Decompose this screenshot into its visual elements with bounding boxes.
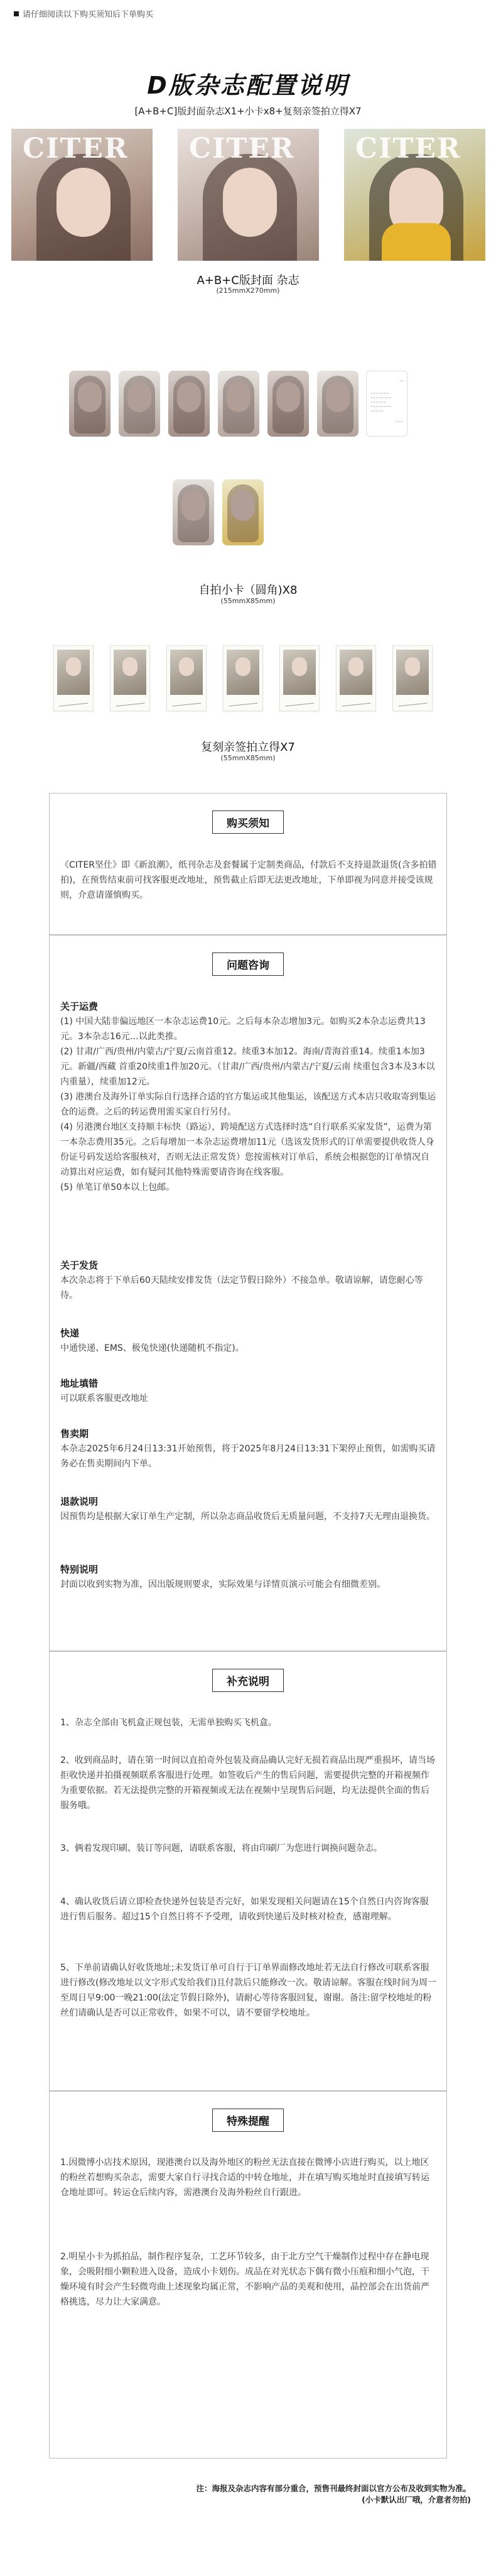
- cover-masthead: CITER: [355, 133, 461, 165]
- reminder-heading: 特殊提醒: [0, 2109, 496, 2132]
- polaroid: [110, 645, 150, 711]
- polaroid: [336, 645, 376, 711]
- photocard-row-2: [0, 479, 496, 548]
- courier-text: 中通快递、EMS、极兔快递(快递随机不指定)。: [60, 1343, 244, 1353]
- address-block: [60, 1376, 437, 1406]
- photocard: [218, 371, 259, 437]
- refund-block: [60, 1494, 437, 1524]
- polaroid: [392, 645, 433, 711]
- photocard-row-1: [0, 371, 496, 440]
- special-block: [60, 1562, 437, 1592]
- polaroid: [279, 645, 320, 711]
- photocard: [173, 479, 214, 545]
- shipping-fee-line-1: (1) 中国大陆非偏远地区一本杂志运费10元。之后每本杂志增加3元。如购买2本杂志运费共13元。3本杂志16元…以此类推。: [60, 1017, 426, 1042]
- special-text: 封面以收到实物为准，因出版规则要求，实际效果与详情页演示可能会有细微差别。: [60, 1580, 385, 1590]
- photocard: [69, 371, 111, 437]
- reminder-item-1: 1.因微博小店技术原因，现港澳台以及海外地区的粉丝无法直接在微博小店进行购买，以上地区的粉丝若想购买杂志，需要大家自行寻找合适的中转仓地址，并在填写购买地址时直接填写转运仓地址即可。转运仓后续内容，需港澳台及海外粉丝自行跟进。: [60, 2158, 429, 2198]
- shipping-fee-line-5: (5) 单笔订单50本以上包邮。: [60, 1182, 175, 1192]
- supplement-heading: 补充说明: [0, 1669, 496, 1692]
- faq-heading: 问题咨询: [0, 952, 496, 976]
- polaroid: [166, 645, 207, 711]
- cover-masthead: CITER: [23, 133, 129, 165]
- purchase-notice: [14, 8, 153, 19]
- cover-c-image: [344, 129, 485, 261]
- photocard: [168, 371, 210, 437]
- cover-masthead: CITER: [189, 133, 295, 165]
- page-title: D版杂志配置说明: [147, 72, 349, 99]
- polaroid-caption: 复刻亲签拍立得X7: [201, 741, 295, 754]
- square-bullet-icon: [14, 11, 19, 16]
- photocard-caption: 自拍小卡（圆角)X8: [198, 584, 298, 597]
- purchase-notice-text: 请仔细阅读以下购买须知后下单购买: [23, 10, 154, 19]
- bottom-note: [196, 2483, 471, 2506]
- bottom-note-line-1: 注：海报及杂志内容有部分重合，预售刊最终封面以官方公布及收到实物为准。: [196, 2484, 471, 2493]
- photocard: [119, 371, 160, 437]
- polaroid-size: (55mmX85mm): [220, 754, 276, 762]
- page-subtitle: [A+B+C]版封面杂志X1+小卡x8+复刻亲签拍立得X7: [134, 106, 362, 117]
- delivery-text: 本次杂志将于下单后60天陆续安排发货（法定节假日除外）不接急单。敬请谅解，请您耐心等待。: [60, 1275, 423, 1301]
- address-text: 可以联系客服更改地址: [60, 1394, 148, 1404]
- cover-b-image: [178, 129, 319, 261]
- cover-size: (215mmX270mm): [216, 287, 280, 295]
- supplement-item-2: 2、收到商品时，请在第一时间以直拍奇外包装及商品确认完好无损若商品出现严重损坏，请当场拒收快递并拍摄视频联系客服进行处理。如签收后产生的售后问题，需要提供完整的开箱视频作为重要依据。若无法提供完整的开箱视频或无法在视频中呈现售后问题，均无法提供全面的售后服务哦。: [60, 1755, 435, 1811]
- shipping-fee-line-3: (3) 港澳台及海外订单实际自行选择合适的官方集运或其他集运，该配送方式本店只收取寄到集运仓的运费。之后的转运费用需买家自行另付。: [60, 1092, 436, 1117]
- refund-title: 退款说明: [60, 1496, 99, 1507]
- purchase-text: 《CITER坚仕》即《新浪潮》，纸刊杂志及套餐属于定制类商品，付款后不支持退款退货(含多拍错拍)，在预售结束前可找客服更改地址，预售截止后即无法更改地址，下单即视为同意并接受该规则，介意请谨慎购买。: [60, 860, 437, 900]
- supplement-item-5: 5、下单前请确认好收货地址;未发货订单可自行于订单界面修改地址若无法自行修改可联系客服进行修改(修改地址以文字形式发给我们)且付款后只能修改一次。敬请谅解。客服在线时间为周一至周日早9:00一晚21:00(法定节假日除外)，请耐心等待客服回复，谢谢。备注:留学校地址的粉丝们请确认是否可以正常收件，如果不可以，请不要留学校地址。: [60, 1963, 436, 2018]
- shipping-fee-line-4: (4) 另港澳台地区支持顺丰标快（路运），跨境配送方式选择时选“自行联系买家发货”，运费为第一本杂志费用35元。之后每增加一本杂志运费增加11元（选该发货形式的订单需要提供收货人身份证号码发送给客服核对，否则无法正常发货）您按需核对订单后，系统会根据您的订单情况自动算出对应运费，如有疑问其他特殊需要请咨询在线客服。: [60, 1122, 434, 1177]
- purchase-heading: 购买须知: [0, 810, 496, 834]
- photocard: [222, 479, 264, 545]
- shipping-fee-block: [60, 999, 437, 1195]
- photocard: [267, 371, 309, 437]
- cover-caption: A+B+C版封面 杂志: [197, 274, 299, 287]
- polaroid: [223, 645, 263, 711]
- cover-a-image: [11, 129, 153, 261]
- sale-period-text: 本杂志2025年6月24日13:31开始预售，将于2025年8月24日13:31下架停止预售，如需购买请务必在售卖期间内下单。: [60, 1444, 436, 1469]
- photocard-back: — ~~~~~~~ ~~~~~~~~ ~~~~~~ ~~~~~~~~ ~~~~~ ~~~: [366, 371, 407, 437]
- delivery-title: 关于发货: [60, 1260, 99, 1271]
- shipping-fee-title: 关于运费: [60, 1001, 99, 1012]
- supplement-item-3: 3、俩着发现印刷、装订等问题，请联系客服，将由印刷厂为您进行调换问题杂志。: [60, 1843, 382, 1853]
- photocard-size: (55mmX85mm): [220, 597, 276, 605]
- supplement-item-1: 1、杂志全部由飞机盒正规包装，无需单独购买飞机盒。: [60, 1718, 277, 1728]
- special-title: 特别说明: [60, 1564, 99, 1575]
- polaroid-row: [0, 645, 496, 714]
- delivery-block: [60, 1258, 437, 1303]
- refund-text: 因预售均是根据大家订单生产定制，所以杂志商品收货后无质量问题，不支持7天无理由退换货。: [60, 1512, 435, 1522]
- address-title: 地址填错: [60, 1378, 99, 1389]
- bottom-note-line-2: (小卡默认出厂哦，介意者勿拍): [362, 2495, 471, 2504]
- supplement-item-4: 4、确认收货后请立即检查快递外包装是否完好，如果发现相关问题请在15个自然日内咨询客服进行售后服务。超过15个自然日将不予受理，请收到快递后及时核对检查，感谢理解。: [60, 1897, 429, 1922]
- shipping-fee-line-2: (2) 甘肃/广西/贵州/内蒙古/宁夏/云南首重12。续重3本加12。海南/青海首重14。续重1本加3元。新疆/西藏 首重20续重1件加20元。（甘肃/广西/贵州/内蒙古/宁夏/云南 续重包含3本及3本以内重量），续重加12元。: [60, 1047, 435, 1087]
- photocard: [317, 371, 359, 437]
- cover-row: [0, 129, 496, 261]
- courier-block: [60, 1326, 437, 1356]
- sale-period-block: [60, 1426, 437, 1471]
- polaroid: [53, 645, 94, 711]
- sale-period-title: 售卖期: [60, 1428, 89, 1439]
- courier-title: 快递: [60, 1328, 80, 1339]
- reminder-item-2: 2.明星小卡为抓拍品，制作程序复杂，工艺环节较多，由于北方空气干燥制作过程中存在静电现象，会吸附细小颗粒进入设备，造成小卡划伤。成品在对光状态下偶有微小压痕和细小气泡，干燥环境有时会产生轻微弯曲上述现象均属正常，不影响产品的美观和使用，晶控部会在出货前严格挑选，尽力让大家满意。: [60, 2252, 429, 2307]
